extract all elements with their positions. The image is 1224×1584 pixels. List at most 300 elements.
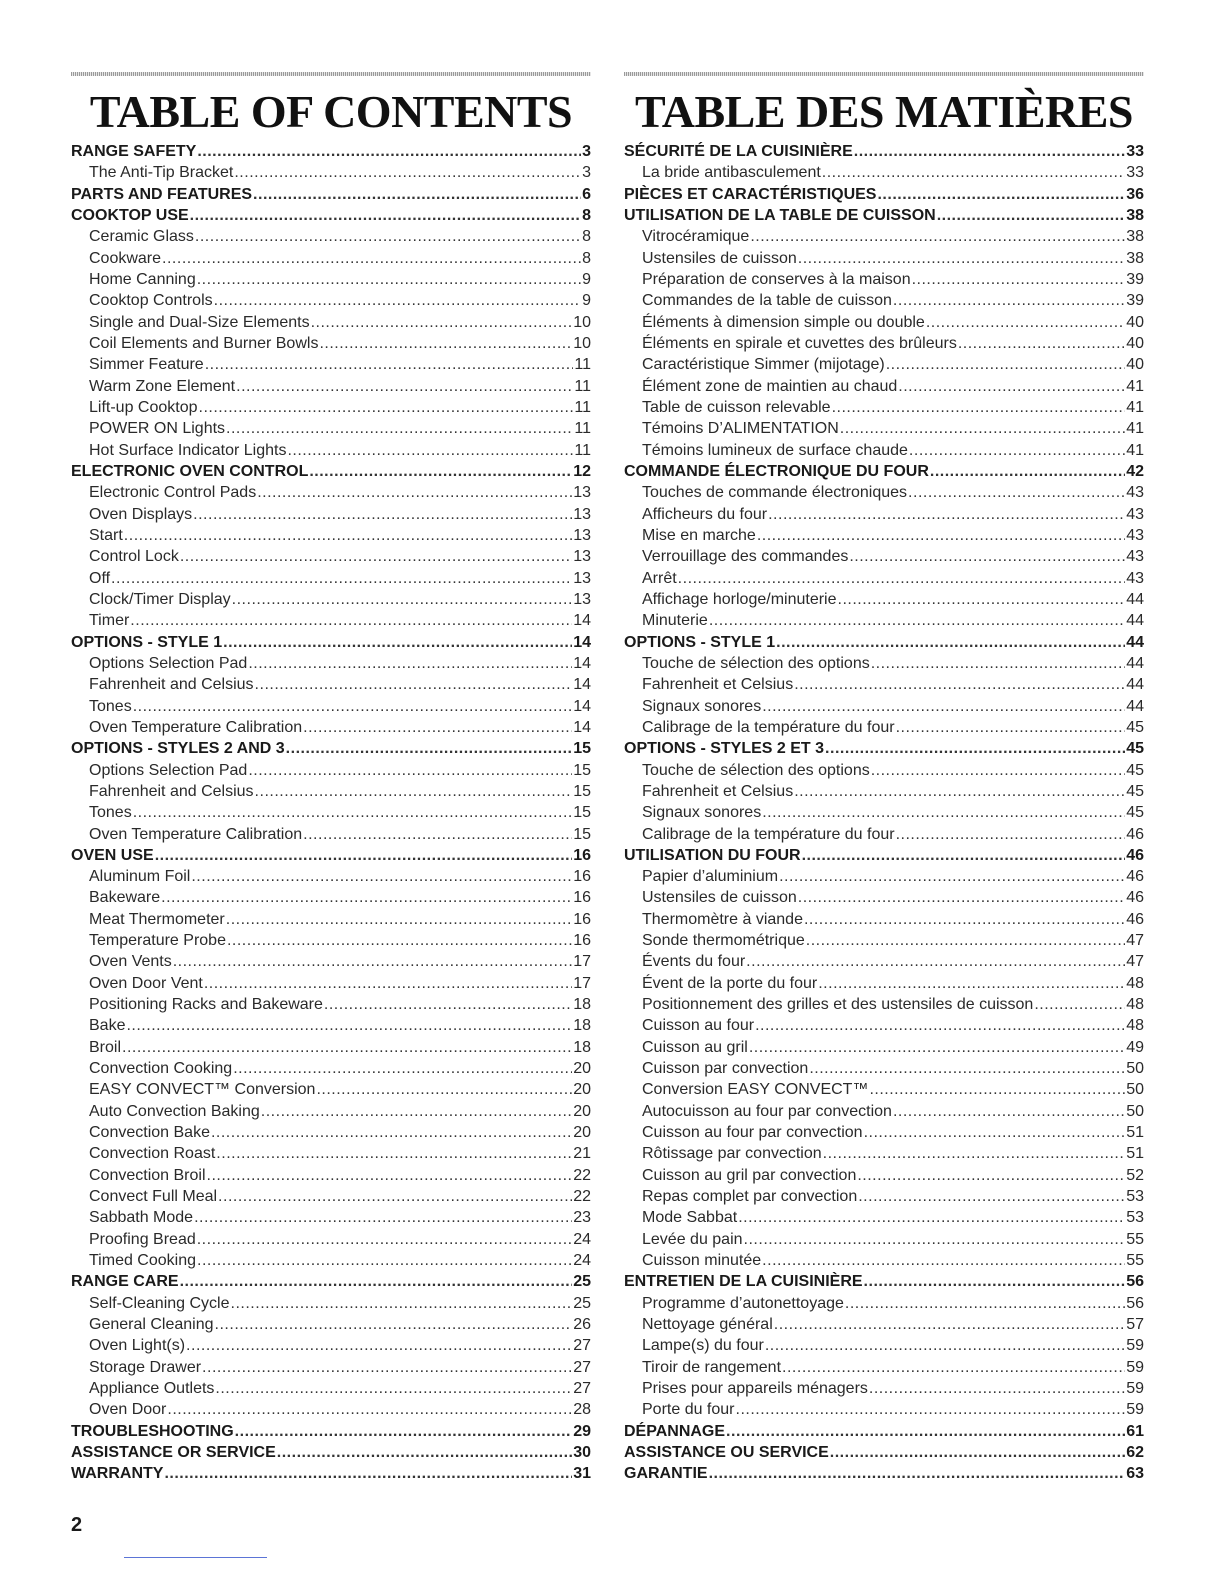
toc-leader-dots <box>830 1442 1125 1463</box>
toc-entry-page: 16 <box>573 932 591 950</box>
toc-entry-title: Appliance Outlets <box>89 1380 215 1398</box>
toc-entry-page: 38 <box>1126 206 1144 224</box>
toc-subsection-entry <box>624 1399 1144 1420</box>
toc-entry-page: 45 <box>1126 740 1144 758</box>
toc-subsection-entry <box>71 1186 591 1207</box>
toc-leader-dots <box>216 1143 572 1164</box>
toc-leader-dots <box>726 1421 1125 1442</box>
toc-entry-page: 24 <box>573 1252 591 1270</box>
toc-entry-page: 45 <box>1126 761 1144 779</box>
toc-leader-dots <box>195 226 581 247</box>
toc-leader-dots <box>869 1079 1125 1100</box>
toc-entry-page: 17 <box>573 953 591 971</box>
toc-entry-title: Ceramic Glass <box>89 228 194 246</box>
toc-entry-title: Arrêt <box>642 569 677 587</box>
toc-entry-title: Cuisson par convection <box>642 1060 809 1078</box>
toc-entry-title: EASY CONVECT™ Conversion <box>89 1081 316 1099</box>
toc-entry-page: 44 <box>1126 676 1144 694</box>
toc-entry-page: 57 <box>1126 1316 1144 1334</box>
toc-leader-dots <box>253 184 581 205</box>
toc-subsection-entry <box>71 333 591 354</box>
toc-subsection-entry <box>624 504 1144 525</box>
toc-subsection-entry <box>624 482 1144 503</box>
toc-entry-title: OPTIONS - STYLE 1 <box>71 633 223 651</box>
toc-subsection-entry <box>624 269 1144 290</box>
toc-leader-dots <box>869 1378 1125 1399</box>
toc-entry-title: Timed Cooking <box>89 1252 197 1270</box>
toc-entry-page: 14 <box>573 654 591 672</box>
toc-entry-page: 43 <box>1126 484 1144 502</box>
toc-subsection-entry <box>624 909 1144 930</box>
toc-subsection-entry <box>71 1101 591 1122</box>
toc-entry-page: 11 <box>574 356 591 374</box>
toc-subsection-entry <box>71 1293 591 1314</box>
toc-leader-dots <box>893 1101 1125 1122</box>
toc-subsection-entry <box>71 717 591 738</box>
toc-section-entry <box>624 141 1144 162</box>
toc-entry-page: 62 <box>1126 1444 1144 1462</box>
toc-entry-title: OPTIONS - STYLES 2 ET 3 <box>624 740 825 758</box>
toc-entry-title: GARANTIE <box>624 1465 708 1483</box>
toc-entry-page: 9 <box>582 292 591 310</box>
toc-entry-page: 45 <box>1126 718 1144 736</box>
toc-subsection-entry <box>624 1101 1144 1122</box>
toc-leader-dots <box>126 1015 572 1036</box>
toc-entry-title: Lift-up Cooktop <box>89 398 198 416</box>
toc-entry-page: 44 <box>1126 697 1144 715</box>
toc-entry-page: 42 <box>1126 462 1144 480</box>
toc-leader-dots <box>849 546 1125 567</box>
toc-subsection-entry <box>624 312 1144 333</box>
toc-subsection-entry <box>71 653 591 674</box>
toc-leader-dots <box>255 674 573 695</box>
toc-subsection-entry <box>71 376 591 397</box>
toc-entry-title: Convection Broil <box>89 1166 206 1184</box>
toc-entry-page: 6 <box>582 185 591 203</box>
toc-subsection-entry <box>624 1122 1144 1143</box>
toc-leader-dots <box>197 1250 572 1271</box>
toc-entry-title: Sonde thermométrique <box>642 932 805 950</box>
toc-entry-page: 18 <box>573 996 591 1014</box>
toc-leader-dots <box>215 1378 572 1399</box>
toc-leader-dots <box>155 845 573 866</box>
toc-entry-page: 63 <box>1126 1465 1144 1483</box>
toc-subsection-entry <box>71 1378 591 1399</box>
toc-leader-dots <box>223 632 572 653</box>
toc-subsection-entry <box>71 525 591 546</box>
toc-entry-title: TROUBLESHOOTING <box>71 1422 234 1440</box>
toc-leader-dots <box>762 802 1125 823</box>
toc-entry-page: 16 <box>573 868 591 886</box>
toc-subsection-entry <box>71 482 591 503</box>
toc-entry-page: 11 <box>574 377 591 395</box>
toc-section-entry <box>624 205 1144 226</box>
toc-entry-title: Fahrenheit and Celsius <box>89 782 254 800</box>
toc-entry-page: 59 <box>1126 1380 1144 1398</box>
toc-leader-dots <box>316 1079 572 1100</box>
toc-entry-title: Touches de commande électroniques <box>642 484 908 502</box>
toc-entry-title: Timer <box>89 612 130 630</box>
toc-leader-dots <box>197 1229 572 1250</box>
toc-entry-page: 20 <box>573 1081 591 1099</box>
toc-leader-dots <box>958 333 1125 354</box>
toc-entry-title: Calibrage de la température du four <box>642 825 895 843</box>
toc-entry-page: 30 <box>573 1444 591 1462</box>
toc-subsection-entry <box>71 1015 591 1036</box>
toc-entry-title: Évents du four <box>642 953 746 971</box>
toc-entry-title: Commandes de la table de cuisson <box>642 292 892 310</box>
toc-subsection-entry <box>71 589 591 610</box>
toc-leader-dots <box>798 887 1125 908</box>
toc-entry-page: 47 <box>1126 953 1144 971</box>
toc-entry-title: Programme d’autonettoyage <box>642 1294 844 1312</box>
toc-leader-dots <box>204 973 572 994</box>
toc-leader-dots <box>255 781 573 802</box>
toc-entry-page: 24 <box>573 1230 591 1248</box>
toc-section-entry <box>624 1421 1144 1442</box>
toc-entry-page: 13 <box>573 548 591 566</box>
toc-entry-title: Élément zone de maintien au chaud <box>642 377 898 395</box>
toc-entry-page: 55 <box>1126 1230 1144 1248</box>
toc-entry-title: ENTRETIEN DE LA CUISINIÈRE <box>624 1273 863 1291</box>
toc-entry-page: 59 <box>1126 1358 1144 1376</box>
toc-leader-dots <box>768 504 1125 525</box>
toc-leader-dots <box>197 141 581 162</box>
toc-leader-dots <box>167 1399 572 1420</box>
toc-entry-page: 14 <box>573 697 591 715</box>
toc-subsection-entry <box>624 653 1144 674</box>
toc-entry-page: 25 <box>573 1273 591 1291</box>
toc-leader-dots <box>164 1463 572 1484</box>
toc-entry-page: 10 <box>573 334 591 352</box>
toc-entry-title: Mise en marche <box>642 526 756 544</box>
toc-entry-title: RANGE SAFETY <box>71 143 197 160</box>
toc-entry-page: 28 <box>573 1401 591 1419</box>
toc-subsection-entry <box>624 1357 1144 1378</box>
toc-entry-title: Sabbath Mode <box>89 1209 194 1227</box>
toc-entry-page: 46 <box>1126 889 1144 907</box>
toc-leader-dots <box>214 290 581 311</box>
toc-entry-page: 48 <box>1126 996 1144 1014</box>
toc-section-entry <box>71 1463 591 1484</box>
toc-entry-page: 27 <box>573 1337 591 1355</box>
toc-section-entry <box>71 1442 591 1463</box>
toc-entry-title: Lampe(s) du four <box>642 1337 764 1355</box>
toc-entry-title: Single and Dual-Size Elements <box>89 313 310 331</box>
toc-entry-title: Convection Roast <box>89 1145 216 1163</box>
toc-section-entry <box>71 1271 591 1292</box>
toc-subsection-entry <box>624 1058 1144 1079</box>
toc-entry-page: 11 <box>574 420 591 438</box>
toc-entry-page: 36 <box>1126 185 1144 203</box>
toc-leader-dots <box>215 1314 573 1335</box>
toc-entry-page: 16 <box>573 846 591 864</box>
toc-leader-dots <box>838 589 1126 610</box>
toc-leader-dots <box>937 205 1126 226</box>
toc-leader-dots <box>161 887 572 908</box>
toc-entry-title: Repas complet par convection <box>642 1188 858 1206</box>
toc-entry-title: Afficheurs du four <box>642 505 768 523</box>
toc-entry-page: 41 <box>1126 420 1144 438</box>
toc-leader-dots <box>303 824 572 845</box>
toc-leader-dots <box>809 1058 1125 1079</box>
toc-entry-page: 53 <box>1126 1188 1144 1206</box>
toc-entry-title: Signaux sonores <box>642 697 762 715</box>
toc-section-entry <box>71 738 591 759</box>
toc-entry-title: UTILISATION DU FOUR <box>624 846 801 864</box>
toc-leader-dots <box>324 994 572 1015</box>
toc-leader-dots <box>782 1357 1125 1378</box>
toc-leader-dots <box>774 1314 1125 1335</box>
toc-leader-dots <box>806 930 1125 951</box>
toc-subsection-entry <box>624 226 1144 247</box>
toc-entry-title: Verrouillage des commandes <box>642 548 849 566</box>
toc-entry-title: Témoins lumineux de surface chaude <box>642 441 908 459</box>
toc-leader-dots <box>762 1250 1125 1271</box>
toc-entry-page: 52 <box>1126 1166 1144 1184</box>
toc-entry-page: 44 <box>1126 633 1144 651</box>
toc-subsection-entry <box>624 1378 1144 1399</box>
toc-subsection-entry <box>71 397 591 418</box>
toc-subsection-entry <box>71 312 591 333</box>
toc-entry-page: 15 <box>573 782 591 800</box>
toc-entry-title: Oven Temperature Calibration <box>89 825 303 843</box>
toc-subsection-entry <box>71 802 591 823</box>
toc-subsection-entry <box>71 909 591 930</box>
toc-entry-title: Control Lock <box>89 548 179 566</box>
toc-entry-page: 25 <box>573 1294 591 1312</box>
toc-leader-dots <box>749 1037 1125 1058</box>
toc-entry-title: Cuisson au gril par convection <box>642 1166 857 1184</box>
toc-entry-page: 40 <box>1126 334 1144 352</box>
toc-entry-title: Signaux sonores <box>642 804 762 822</box>
toc-leader-dots <box>191 866 572 887</box>
toc-subsection-entry <box>71 504 591 525</box>
toc-subsection-entry <box>624 1293 1144 1314</box>
toc-leader-dots <box>194 1207 572 1228</box>
toc-entry-title: SÉCURITÉ DE LA CUISINIÈRE <box>624 143 853 160</box>
toc-entry-title: Vitrocéramique <box>642 228 750 246</box>
toc-leader-dots <box>248 760 572 781</box>
toc-subsection-entry <box>624 1229 1144 1250</box>
toc-entry-title: Fahrenheit et Celsius <box>642 782 794 800</box>
toc-entry-title: COOKTOP USE <box>71 206 189 224</box>
toc-entry-page: 59 <box>1126 1337 1144 1355</box>
toc-entry-title: Nettoyage général <box>642 1316 773 1334</box>
toc-entry-page: 44 <box>1126 612 1144 630</box>
bottom-decorative-line <box>124 1557 267 1558</box>
toc-leader-dots <box>202 1357 572 1378</box>
toc-entry-title: Cuisson au gril <box>642 1038 748 1056</box>
toc-entry-title: ELECTRONIC OVEN CONTROL <box>71 462 309 480</box>
toc-leader-dots <box>309 461 572 482</box>
toc-entry-title: La bride antibasculement <box>642 164 821 182</box>
header-rule <box>624 72 1144 76</box>
toc-entry-title: Hot Surface Indicator Lights <box>89 441 287 459</box>
toc-entry-page: 50 <box>1126 1060 1144 1078</box>
toc-entry-page: 46 <box>1126 910 1144 928</box>
toc-entry-page: 40 <box>1126 313 1144 331</box>
toc-subsection-entry <box>624 781 1144 802</box>
toc-entry-page: 56 <box>1126 1273 1144 1291</box>
toc-entry-title: Proofing Bread <box>89 1230 196 1248</box>
toc-subsection-entry <box>624 1165 1144 1186</box>
toc-entry-page: 51 <box>1126 1145 1144 1163</box>
toc-section-entry <box>624 461 1144 482</box>
toc-subsection-entry <box>624 333 1144 354</box>
toc-subsection-entry <box>71 1207 591 1228</box>
toc-entry-title: Auto Convection Baking <box>89 1102 260 1120</box>
toc-subsection-entry <box>71 1335 591 1356</box>
toc-subsection-entry <box>624 1143 1144 1164</box>
toc-entry-page: 44 <box>1126 590 1144 608</box>
toc-entry-page: 9 <box>582 270 591 288</box>
toc-leader-dots <box>909 440 1125 461</box>
toc-section-entry <box>71 1421 591 1442</box>
toc-subsection-entry <box>71 354 591 375</box>
toc-leader-dots <box>709 1463 1126 1484</box>
toc-entry-title: Minuterie <box>642 612 708 630</box>
toc-leader-dots <box>236 376 573 397</box>
toc-subsection-entry <box>624 824 1144 845</box>
toc-entry-page: 48 <box>1126 1017 1144 1035</box>
toc-entry-page: 45 <box>1126 782 1144 800</box>
toc-leader-dots <box>180 546 572 567</box>
toc-entry-title: Prises pour appareils ménagers <box>642 1380 868 1398</box>
toc-entry-title: Calibrage de la température du four <box>642 718 895 736</box>
toc-entry-title: Positioning Racks and Bakeware <box>89 996 323 1014</box>
toc-entry-page: 17 <box>573 974 591 992</box>
toc-leader-dots <box>825 738 1125 759</box>
toc-entry-title: Options Selection Pad <box>89 654 248 672</box>
toc-subsection-entry <box>624 376 1144 397</box>
toc-subsection-entry <box>71 674 591 695</box>
toc-entry-title: Table de cuisson relevable <box>642 398 831 416</box>
toc-leader-dots <box>173 951 572 972</box>
toc-entry-page: 48 <box>1126 974 1144 992</box>
toc-entry-page: 23 <box>573 1209 591 1227</box>
toc-entry-page: 59 <box>1126 1401 1144 1419</box>
toc-subsection-entry <box>71 418 591 439</box>
toc-section-entry <box>624 845 1144 866</box>
toc-entry-title: Oven Temperature Calibration <box>89 718 303 736</box>
toc-subsection-entry <box>624 568 1144 589</box>
toc-entry-page: 14 <box>573 633 591 651</box>
toc-leader-dots <box>736 1399 1126 1420</box>
toc-subsection-entry <box>624 866 1144 887</box>
toc-subsection-entry <box>71 951 591 972</box>
toc-entry-page: 43 <box>1126 548 1144 566</box>
toc-leader-dots <box>180 1271 573 1292</box>
toc-entry-title: Fahrenheit et Celsius <box>642 676 794 694</box>
toc-entry-title: UTILISATION DE LA TABLE DE CUISSON <box>624 206 936 224</box>
toc-entry-page: 3 <box>582 164 591 182</box>
toc-entry-page: 13 <box>573 526 591 544</box>
toc-leader-dots <box>211 1122 572 1143</box>
toc-entry-page: 33 <box>1126 143 1144 160</box>
header-rule <box>71 72 591 76</box>
toc-entry-page: 38 <box>1126 228 1144 246</box>
toc-leader-dots <box>840 418 1125 439</box>
toc-entry-page: 13 <box>573 569 591 587</box>
toc-entry-title: Autocuisson au four par convection <box>642 1102 892 1120</box>
toc-subsection-entry <box>71 440 591 461</box>
toc-leader-dots <box>193 504 572 525</box>
toc-entry-page: 8 <box>582 206 591 224</box>
toc-subsection-entry <box>624 1079 1144 1100</box>
toc-subsection-entry <box>624 674 1144 695</box>
toc-leader-dots <box>794 781 1125 802</box>
toc-entry-title: Oven Door Vent <box>89 974 203 992</box>
toc-entry-title: Touche de sélection des options <box>642 761 870 779</box>
toc-entry-page: 43 <box>1126 569 1144 587</box>
toc-entry-page: 16 <box>573 910 591 928</box>
toc-entry-page: 43 <box>1126 505 1144 523</box>
toc-entry-page: 45 <box>1126 804 1144 822</box>
toc-leader-dots <box>207 1165 573 1186</box>
toc-entry-title: Self-Cleaning Cycle <box>89 1294 230 1312</box>
toc-leader-dots <box>133 696 573 717</box>
toc-entry-page: 29 <box>573 1422 591 1440</box>
toc-entry-page: 39 <box>1126 270 1144 288</box>
toc-subsection-entry <box>71 546 591 567</box>
toc-leader-dots <box>277 1442 572 1463</box>
toc-entry-title: Tones <box>89 804 132 822</box>
toc-entry-title: COMMANDE ÉLECTRONIQUE DU FOUR <box>624 462 929 480</box>
toc-subsection-entry <box>624 440 1144 461</box>
toc-entry-title: Cookware <box>89 249 162 267</box>
toc-entry-title: Caractéristique Simmer (mijotage) <box>642 356 885 374</box>
toc-entry-page: 10 <box>573 313 591 331</box>
toc-subsection-entry <box>624 248 1144 269</box>
toc-entry-title: Cuisson minutée <box>642 1252 762 1270</box>
toc-subsection-entry <box>624 760 1144 781</box>
toc-leader-dots <box>896 717 1126 738</box>
toc-section-entry <box>624 1463 1144 1484</box>
toc-leader-dots <box>794 674 1125 695</box>
toc-leader-dots <box>738 1207 1125 1228</box>
toc-entry-title: OPTIONS - STYLES 2 AND 3 <box>71 740 285 758</box>
toc-subsection-entry <box>624 162 1144 183</box>
toc-leader-dots <box>896 824 1126 845</box>
toc-entry-title: OPTIONS - STYLE 1 <box>624 633 776 651</box>
toc-subsection-entry <box>624 802 1144 823</box>
toc-leader-dots <box>845 1293 1125 1314</box>
toc-entry-title: Oven Door <box>89 1401 167 1419</box>
toc-entry-title: Oven Displays <box>89 505 193 523</box>
toc-section-entry <box>71 205 591 226</box>
toc-subsection-entry <box>71 1143 591 1164</box>
toc-entry-title: WARRANTY <box>71 1465 164 1483</box>
toc-entry-title: Meat Thermometer <box>89 910 225 928</box>
toc-subsection-entry <box>71 290 591 311</box>
toc-entry-page: 46 <box>1126 825 1144 843</box>
toc-subsection-entry <box>624 1250 1144 1271</box>
toc-leader-dots <box>190 205 581 226</box>
toc-section-entry <box>71 184 591 205</box>
toc-subsection-entry <box>71 610 591 631</box>
toc-leader-dots <box>111 568 572 589</box>
toc-subsection-entry <box>624 354 1144 375</box>
toc-entry-page: 21 <box>573 1145 591 1163</box>
toc-leader-dots <box>709 610 1125 631</box>
toc-subsection-entry <box>71 1357 591 1378</box>
toc-section-entry <box>624 1442 1144 1463</box>
toc-entry-page: 51 <box>1126 1124 1144 1142</box>
toc-leader-dots <box>746 951 1125 972</box>
toc-leader-dots <box>930 461 1125 482</box>
toc-entry-title: Porte du four <box>642 1401 735 1419</box>
